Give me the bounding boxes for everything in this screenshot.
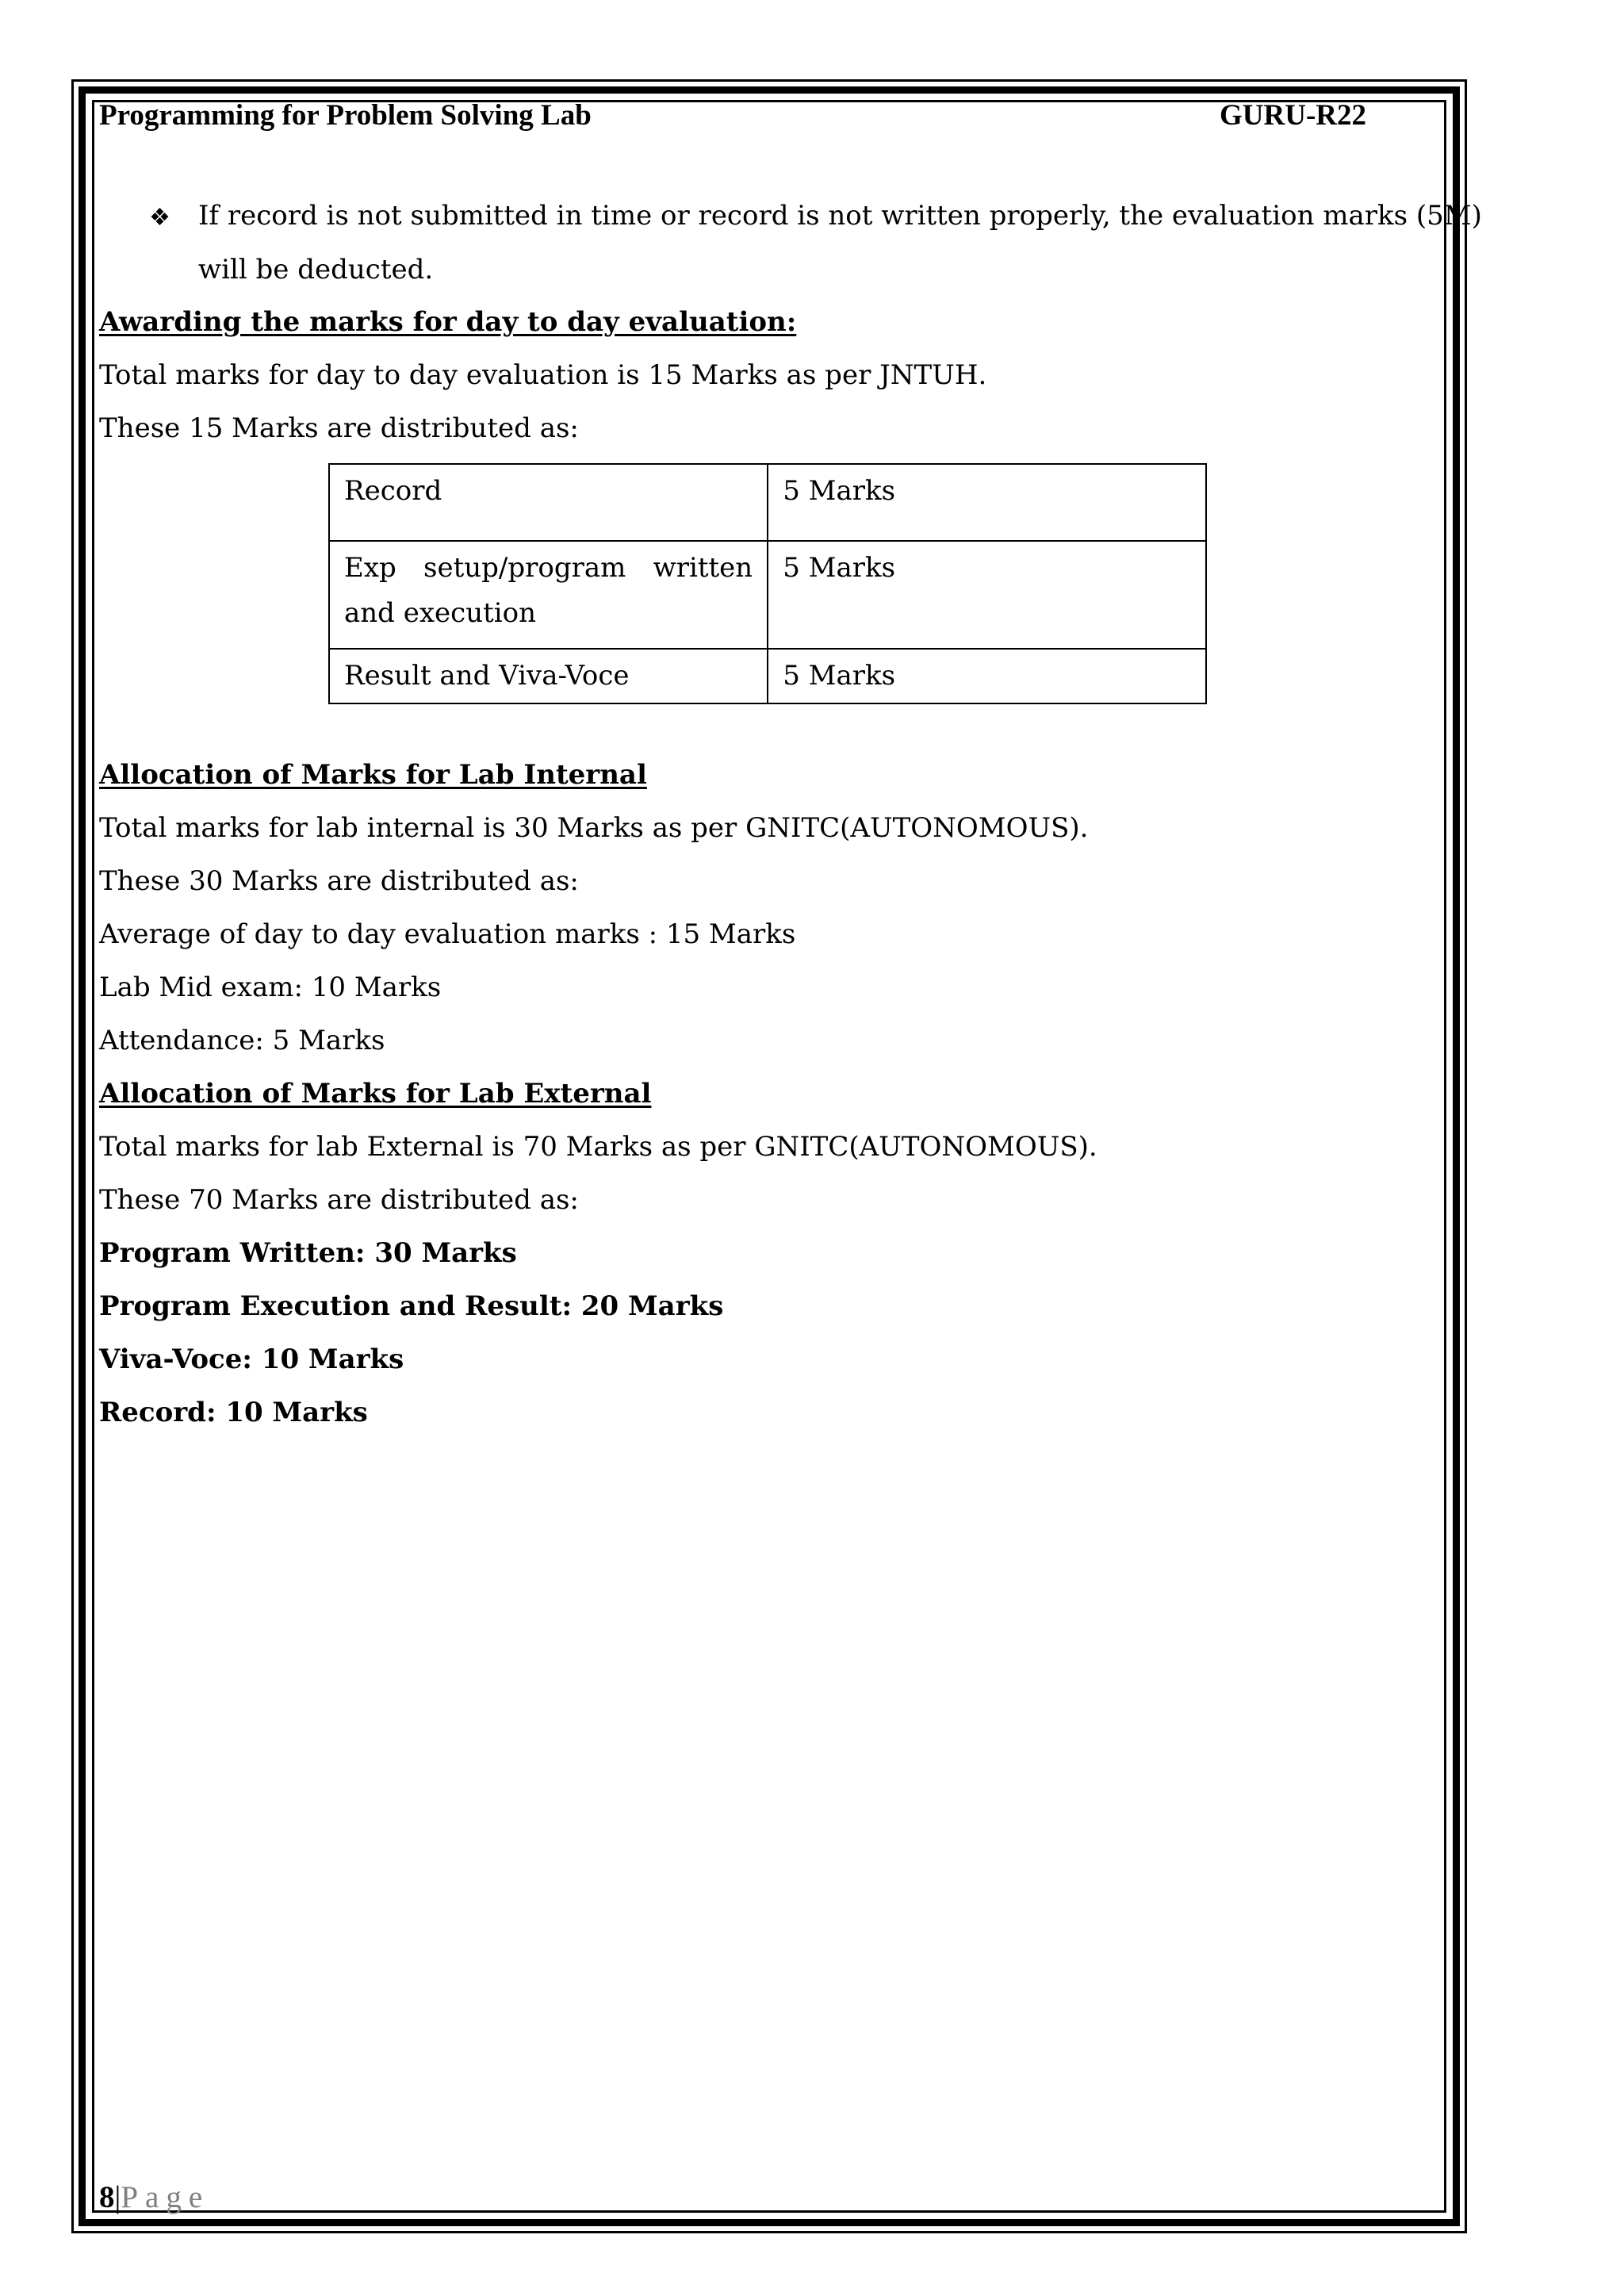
lab-external-item: Record: 10 Marks: [99, 1397, 368, 1428]
diamond-bullet-icon: ❖: [149, 204, 170, 232]
lab-internal-item: Lab Mid exam: 10 Marks: [99, 972, 442, 1003]
footer-separator: |: [114, 2180, 121, 2214]
lab-internal-distributed: These 30 Marks are distributed as:: [99, 865, 579, 897]
table-cell-item-line-2: and execution: [344, 597, 537, 629]
table-cell-item: Result and Viva-Voce: [329, 649, 768, 703]
lab-external-item: Program Execution and Result: 20 Marks: [99, 1290, 724, 1322]
lab-internal-item: Attendance: 5 Marks: [99, 1025, 385, 1056]
document-title: Programming for Problem Solving Lab: [99, 99, 592, 132]
table-cell-marks: 5 Marks: [768, 649, 1206, 703]
table-cell-marks: 5 Marks: [768, 464, 1206, 541]
table-cell-item: [329, 541, 768, 649]
lab-external-total: Total marks for lab External is 70 Marks as per GNITC(AUTONOMOUS).: [99, 1131, 1097, 1163]
lab-internal-item: Average of day to day evaluation marks : 15 Marks: [99, 918, 796, 950]
table-row: [329, 649, 1206, 703]
page-number: 8: [99, 2180, 115, 2214]
day-to-day-heading: Awarding the marks for day to day evaluation:: [99, 306, 797, 338]
page-label: Page: [121, 2180, 210, 2214]
lab-external-distributed: These 70 Marks are distributed as:: [99, 1184, 579, 1216]
bullet-text-line-2: will be deducted.: [198, 254, 434, 286]
day-to-day-distributed: These 15 Marks are distributed as:: [99, 412, 579, 444]
lab-external-item: Program Written: 30 Marks: [99, 1237, 517, 1269]
table-cell-item: Record: [329, 464, 768, 541]
lab-external-item: Viva-Voce: 10 Marks: [99, 1343, 404, 1375]
lab-internal-total: Total marks for lab internal is 30 Marks as per GNITC(AUTONOMOUS).: [99, 812, 1089, 844]
regulation-code: GURU-R22: [1220, 99, 1366, 132]
lab-external-heading: Allocation of Marks for Lab External: [99, 1078, 652, 1110]
table-cell-marks: 5 Marks: [768, 541, 1206, 649]
table-row: [329, 541, 1206, 649]
page-footer: [99, 2179, 209, 2215]
day-to-day-total: Total marks for day to day evaluation is 15 Marks as per JNTUH.: [99, 359, 987, 391]
day-to-day-marks-table: [328, 463, 1207, 704]
lab-internal-heading: Allocation of Marks for Lab Internal: [99, 759, 647, 791]
table-cell-item-line-1: Exp setup/program written: [344, 552, 753, 584]
table-row: [329, 464, 1206, 541]
bullet-text-line-1: If record is not submitted in time or record is not written properly, the evaluation marks (5M): [198, 200, 1482, 232]
